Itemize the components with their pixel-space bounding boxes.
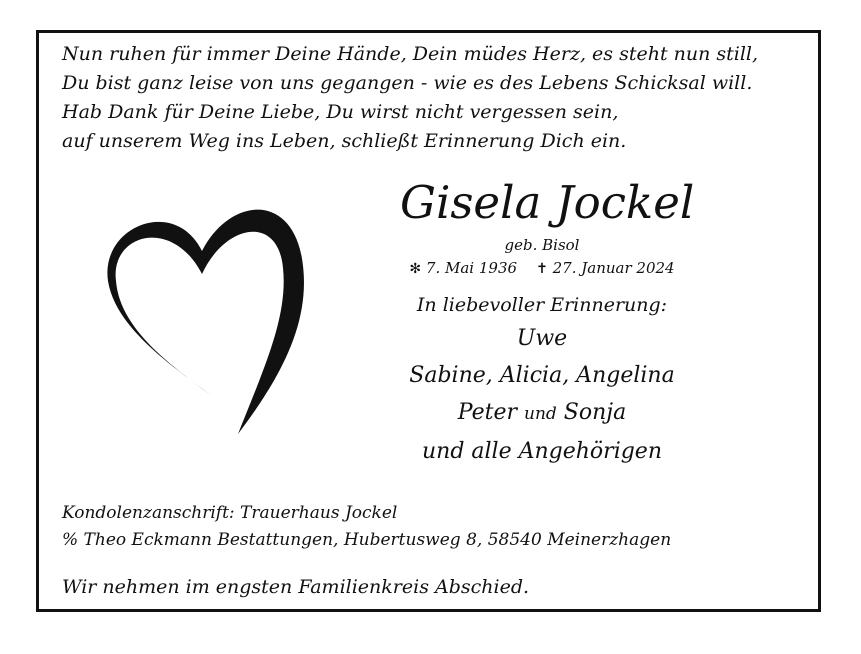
mourner-line: Sabine, Alicia, Angelina [409,363,675,388]
death-date: 27. Januar 2024 [552,259,675,277]
life-dates [400,257,684,280]
mourner-list [400,320,684,470]
condolence-address [62,500,671,554]
mourner-line: und alle Angehörigen [421,439,662,464]
poem-line: Nun ruhen für immer Deine Hände, Dein müdes Herz, es steht nun still, [62,43,759,65]
birth-star-icon: ✻ [409,261,422,277]
poem-line: auf unserem Weg ins Leben, schließt Erinnerung Dich ein. [62,130,627,152]
condolence-line: Kondolenzanschrift: Trauerhaus Jockel [62,503,398,523]
poem-line: Du bist ganz leise von uns gegangen - wie es des Lebens Schicksal will. [62,72,753,94]
maiden-name: geb. Bisol [504,236,580,254]
condolence-line: % Theo Eckmann Bestattungen, Hubertusweg 8, 58540 Meinerzhagen [62,530,672,550]
poem-line: Hab Dank für Deine Liebe, Du wirst nicht vergessen sein, [62,101,619,123]
memory-intro: In liebevoller Erinnerung: [416,294,668,316]
mourner-conjunction: und [524,404,557,424]
poem [62,40,758,156]
mourner-line: Uwe [516,326,568,351]
birth-date: 7. Mai 1936 [425,259,518,277]
death-cross-icon: ✝ [536,261,548,277]
deceased-block [400,172,695,470]
mourner-name: Peter [457,400,517,425]
deceased-name: Gisela Jockel [400,176,695,229]
farewell-note: Wir nehmen im engsten Familienkreis Abschied. [62,576,530,598]
mourner-line [400,394,684,433]
heart-icon [100,196,315,441]
mourner-name: Sonja [563,400,627,425]
